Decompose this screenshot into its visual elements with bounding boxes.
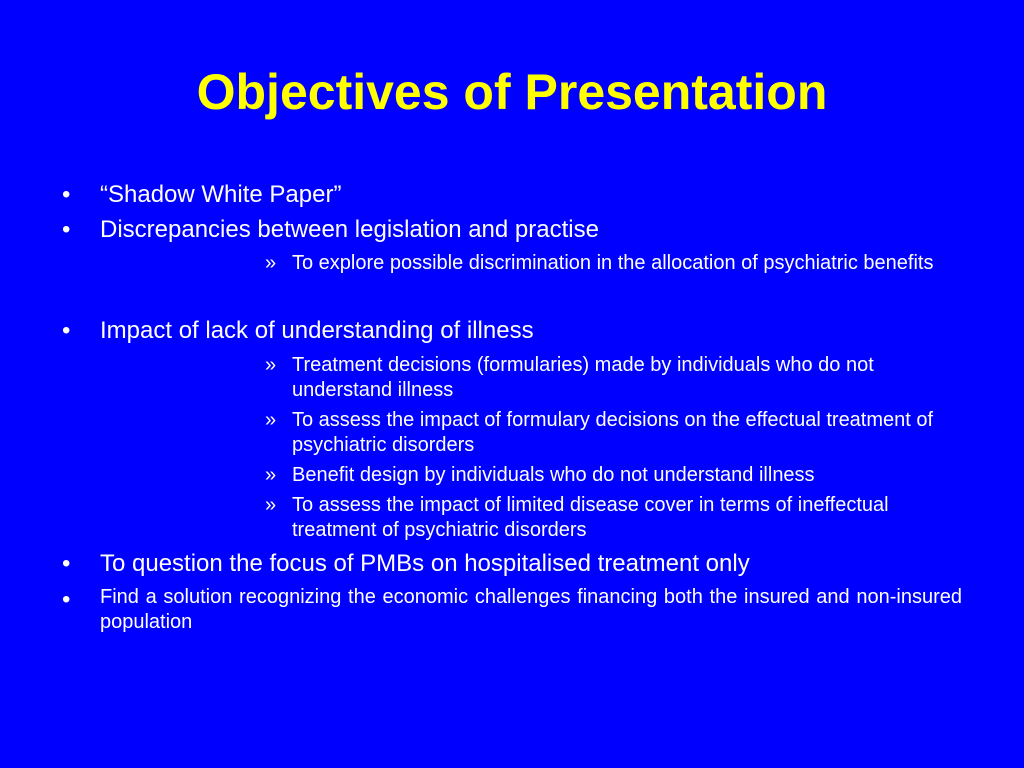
sub-bullet-text: To assess the impact of limited disease cover in terms of ineffectual treatment of psychiatric disorders bbox=[292, 494, 889, 541]
bullet-text: “Shadow White Paper” bbox=[100, 181, 342, 208]
slide-title: Objectives of Presentation bbox=[196, 64, 828, 120]
sub-bullet-mark: » bbox=[265, 409, 277, 431]
sub-bullet-item bbox=[265, 463, 965, 488]
bullet-text: To question the focus of PMBs on hospitalised treatment only bbox=[100, 550, 750, 577]
sub-bullet-mark: » bbox=[265, 252, 277, 274]
bullet-text: Find a solution recognizing the economic challenges financing both the insured and non-insured population bbox=[100, 586, 962, 633]
sub-bullet-item bbox=[265, 493, 965, 543]
sub-bullet-text: To explore possible discrimination in the allocation of psychiatric benefits bbox=[292, 252, 934, 274]
sub-bullet-mark: » bbox=[265, 464, 277, 486]
bullet-text: Impact of lack of understanding of illness bbox=[100, 317, 534, 344]
sub-bullet-mark: » bbox=[265, 494, 277, 516]
bullet-mark: • bbox=[62, 181, 71, 208]
bullet-mark: • bbox=[62, 586, 71, 613]
bullet-mark: • bbox=[62, 550, 71, 577]
bullet-item bbox=[62, 549, 962, 578]
bullet-item bbox=[62, 180, 962, 209]
bullet-item bbox=[62, 585, 962, 635]
bullet-mark: • bbox=[62, 317, 71, 344]
sub-bullet-text: Benefit design by individuals who do not understand illness bbox=[292, 464, 815, 486]
sub-bullet-mark: » bbox=[265, 354, 277, 376]
sub-bullet-item bbox=[265, 251, 965, 276]
bullet-item bbox=[62, 215, 962, 244]
sub-bullet-item bbox=[265, 408, 965, 458]
sub-bullet-text: To assess the impact of formulary decisions on the effectual treatment of psychiatric disorders bbox=[292, 409, 934, 456]
sub-bullet-item bbox=[265, 353, 965, 403]
sub-bullet-text: Treatment decisions (formularies) made by individuals who do not understand illness bbox=[292, 354, 874, 401]
bullet-text: Discrepancies between legislation and practise bbox=[100, 216, 599, 243]
bullet-item bbox=[62, 316, 962, 345]
bullet-mark: • bbox=[62, 216, 71, 243]
